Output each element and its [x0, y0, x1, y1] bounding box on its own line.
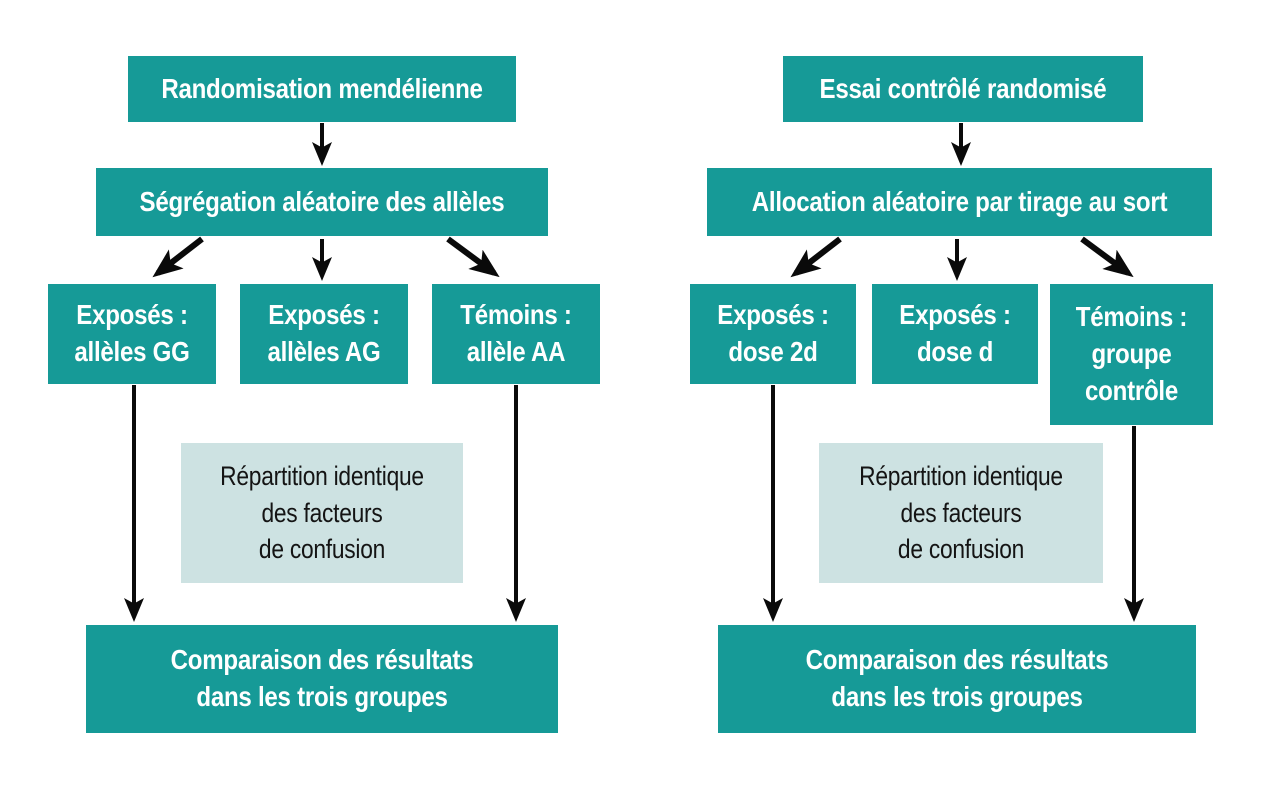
group-line: allèles AG: [267, 336, 381, 367]
group-line: contrôle: [1085, 374, 1178, 406]
note-repartition-identique-right: [819, 443, 1103, 583]
group-line: allèles GG: [74, 336, 190, 367]
right-title-text: Essai contrôlé randomisé: [819, 72, 1107, 104]
box-comparaison-resultats-left: [86, 625, 558, 733]
note-line: des facteurs: [900, 497, 1022, 528]
box-allocation-aleatoire: [707, 168, 1212, 236]
box-temoins-allele-aa: [432, 284, 600, 384]
group-line: Témoins :: [1075, 301, 1188, 333]
note-line: de confusion: [897, 534, 1025, 565]
box-exposes-dose-d: [872, 284, 1038, 384]
box-randomisation-mendelienne: [128, 56, 516, 122]
arrow-right-diagonal-to-temoins: [1082, 239, 1128, 273]
result-line: dans les trois groupes: [831, 681, 1083, 712]
result-line: dans les trois groupes: [196, 681, 448, 712]
left-title-text: Randomisation mendélienne: [161, 72, 483, 104]
note-line: de confusion: [258, 534, 386, 565]
group-line: dose d: [916, 336, 994, 367]
group-line: allèle AA: [466, 336, 566, 367]
note-line: Répartition identique: [859, 461, 1063, 492]
box-comparaison-resultats-right: [718, 625, 1196, 733]
right-process-text: Allocation aléatoire par tirage au sort: [751, 185, 1168, 217]
left-process-text: Ségrégation aléatoire des allèles: [139, 185, 505, 217]
box-exposes-dose-2d: [690, 284, 856, 384]
group-line: Témoins :: [460, 299, 572, 331]
group-line: Exposés :: [899, 299, 1011, 331]
box-exposes-alleles-ag: [240, 284, 408, 384]
box-essai-controle-randomise: [783, 56, 1143, 122]
box-temoins-groupe-controle: [1050, 284, 1213, 425]
group-line: Exposés :: [76, 299, 188, 331]
box-exposes-alleles-gg: [48, 284, 216, 384]
arrow-right-diagonal-to-dose2d: [796, 239, 840, 273]
result-line: Comparaison des résultats: [170, 644, 474, 676]
arrow-left-diagonal-to-aa: [448, 239, 494, 273]
group-line: Exposés :: [717, 299, 829, 331]
box-segregation-aleatoire: [96, 168, 548, 236]
group-line: Exposés :: [268, 299, 380, 331]
group-line: dose 2d: [728, 336, 818, 367]
note-line: Répartition identique: [220, 461, 424, 492]
note-line: des facteurs: [261, 497, 383, 528]
arrow-left-diagonal-to-gg: [158, 239, 202, 273]
group-line: groupe: [1091, 338, 1172, 370]
result-line: Comparaison des résultats: [805, 644, 1109, 676]
note-repartition-identique-left: [181, 443, 463, 583]
